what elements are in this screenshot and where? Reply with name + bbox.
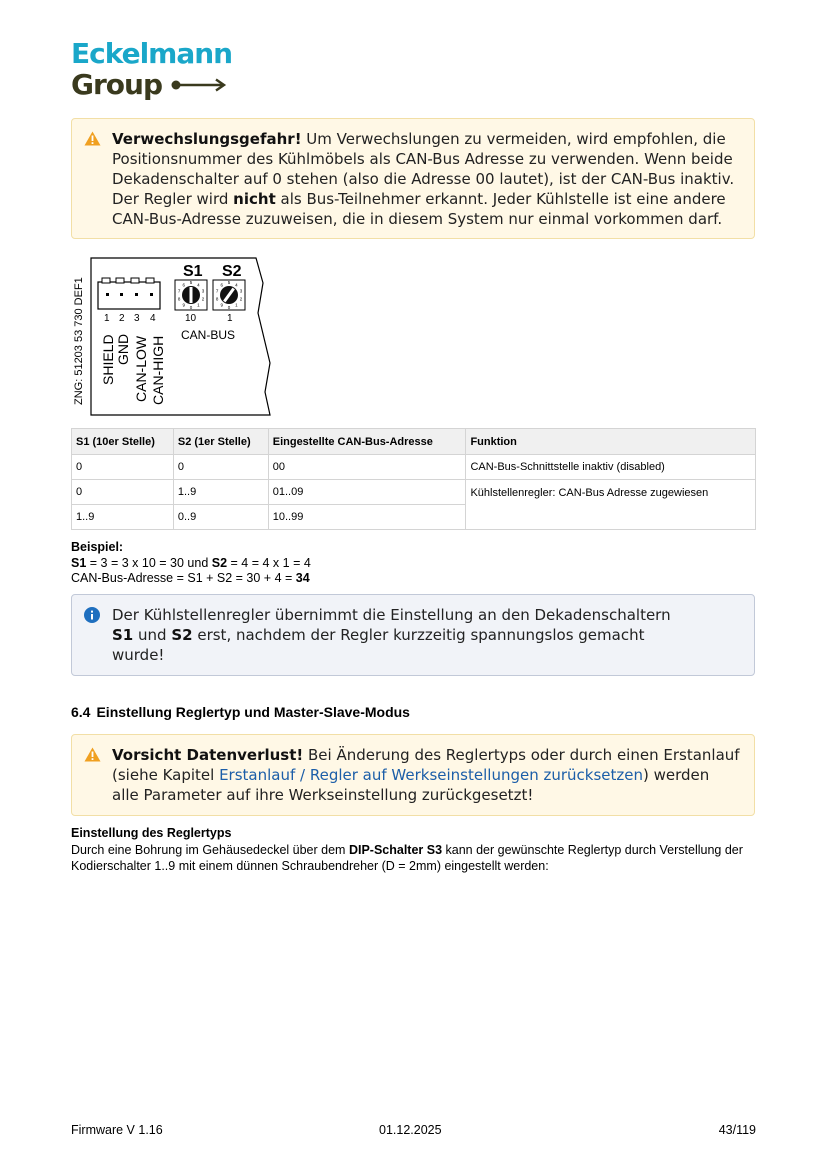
section-title: Einstellung Reglertyp und Master-Slave-Modus [96, 704, 410, 720]
example-result: 34 [295, 571, 310, 585]
info-text-part: erst, nachdem der Regler kurzzeitig spannungslos gemacht wurde! [112, 626, 645, 664]
can-bus-label: CAN-BUS [181, 328, 236, 342]
info-s1: S1 [112, 626, 134, 644]
table-cell: CAN-Bus-Schnittstelle inaktiv (disabled) [466, 455, 756, 480]
info-callout-text [112, 605, 740, 665]
table-cell: 10..99 [268, 505, 466, 530]
can-address-table [71, 428, 756, 530]
dial-digit: 3 [239, 288, 243, 294]
warning-bold-nicht: nicht [233, 190, 276, 208]
example-block [71, 540, 311, 587]
example-text: = 4 = 4 x 1 = 4 [227, 555, 311, 570]
dial-digit: 7 [215, 288, 219, 294]
table-header: Eingestellte CAN-Bus-Adresse [268, 429, 466, 455]
terminal-block [98, 278, 160, 309]
footer-firmware: Firmware V 1.16 [71, 1123, 163, 1137]
dial-digit: 2 [239, 296, 243, 302]
dial-digit: 7 [177, 288, 181, 294]
warning-callout-text [112, 129, 740, 229]
table-header: Funktion [466, 429, 756, 455]
company-logo [71, 38, 232, 100]
dial-digit: 6 [220, 282, 224, 288]
dip-switch-s3: DIP-Schalter S3 [348, 843, 443, 857]
warning-triangle-icon [84, 131, 101, 146]
example-title: Beispiel: [71, 540, 124, 554]
table-header: S2 (1er Stelle) [173, 429, 268, 455]
logo-text-eckelmann: Eckelmann [71, 37, 233, 70]
warning-title: Vorsicht Datenverlust! [112, 746, 304, 764]
section-number: 6.4 [71, 704, 91, 720]
switch-value-s2: 1 [227, 313, 233, 324]
drawing-number: ZNG: 51203 53 730 DEF1 [73, 277, 85, 405]
reglertyp-paragraph [71, 842, 761, 874]
dial-digit: 9 [182, 302, 186, 308]
table-cell: 00 [268, 455, 466, 480]
table-row [72, 455, 756, 480]
warning-text-part: als Bus-Teilnehmer erkannt. Jeder Kühlstelle ist eine andere CAN-Bus-Adresse zuzuweisen, die in diesem System nur einmal vorkommen darf. [112, 190, 726, 228]
footer-date: 01.12.2025 [379, 1123, 442, 1137]
warning-title: Verwechslungsgefahr! [112, 130, 302, 148]
table-cell: 0 [72, 455, 174, 480]
table-header: S1 (10er Stelle) [72, 429, 174, 455]
warning-callout-text [112, 745, 740, 805]
example-s1: S1 [71, 555, 87, 570]
dial-digit: 0 [189, 305, 193, 311]
dial-digit: 2 [201, 296, 205, 302]
example-line-2 [71, 571, 311, 587]
para-text: Durch eine Bohrung im Gehäusedeckel über dem [71, 843, 349, 857]
table-cell: 0 [173, 455, 268, 480]
info-text-part: und [133, 626, 172, 644]
dial-digit: 8 [177, 296, 181, 302]
dial-digit: 4 [197, 282, 200, 288]
switch-value-s1: 10 [185, 313, 197, 324]
info-text-part: Der Kühlstellenregler übernimmt die Einstellung an den Dekadenschaltern [112, 606, 671, 624]
info-s2: S2 [171, 626, 193, 644]
chapter-link-erstanlauf[interactable]: Erstanlauf / Regler auf Werkseinstellungen zurücksetzen [219, 766, 644, 784]
pin-label-can-low: CAN-LOW [133, 335, 149, 402]
warning-callout-mixup [71, 118, 755, 239]
warning-callout-data-loss [71, 734, 755, 816]
pin-number-1: 1 [104, 313, 110, 324]
table-cell: Kühlstellenregler: CAN-Bus Adresse zugewiesen [466, 480, 756, 530]
example-text: CAN-Bus-Adresse = S1 + S2 = 30 + 4 = [71, 571, 296, 585]
dial-digit: 0 [227, 305, 231, 311]
dial-digit: 1 [197, 302, 200, 308]
dial-digit: 5 [227, 280, 231, 286]
table-cell: 1..9 [173, 480, 268, 505]
pin-number-4: 4 [150, 313, 156, 324]
pin-number-2: 2 [119, 313, 125, 324]
dial-digit: 6 [182, 282, 186, 288]
switch-label-s1: S1 [183, 263, 203, 280]
dial-digit: 1 [235, 302, 238, 308]
warning-text-part: Um Verwechslungen zu vermeiden, wird empfohlen, die Positionsnummer des Kühlmöbels als CAN-Bus Adresse zu verwenden. Wenn beide Dekadenschalter auf 0 stehen (also die Adresse 00 lautet), ist der CAN-Bus inaktiv. Der Regler wird [112, 130, 735, 208]
warning-text-part: ) werden alle Parameter auf ihre Werkseinstellung zurückgesetzt! [112, 766, 710, 804]
example-line-1 [71, 556, 311, 572]
table-cell: 0 [72, 480, 174, 505]
pin-label-gnd: GND [115, 333, 131, 365]
dial-digit: 9 [220, 302, 224, 308]
section-heading-6-4 [71, 704, 410, 720]
pin-label-shield: SHIELD [100, 334, 116, 385]
pin-number-3: 3 [134, 313, 140, 324]
example-s2: S2 [211, 555, 228, 570]
table-cell: 1..9 [72, 505, 174, 530]
dial-digit: 8 [215, 296, 219, 302]
table-cell: 01..09 [268, 480, 466, 505]
info-callout-power-cycle [71, 594, 755, 676]
footer-page-number: 43/119 [718, 1123, 756, 1137]
logo-arrow-icon [170, 78, 228, 92]
can-bus-connector-diagram [71, 255, 281, 420]
table-row [72, 480, 756, 505]
pin-label-can-high: CAN-HIGH [150, 335, 166, 405]
info-circle-icon [84, 607, 100, 623]
reglertyp-heading: Einstellung des Reglertyps [71, 826, 232, 840]
example-text: = 3 = 3 x 10 = 30 und [86, 555, 212, 570]
para-text: kann der gewünschte Reglertyp durch Verstellung der Kodierschalter 1..9 mit einem dünnen Schraubendreher (D = 2mm) eingestellt werden: [71, 843, 743, 873]
table-cell: 0..9 [173, 505, 268, 530]
dial-digit: 3 [201, 288, 205, 294]
logo-group-row [71, 70, 232, 100]
logo-text-group: Group [71, 68, 163, 101]
switch-label-s2: S2 [222, 263, 242, 280]
warning-triangle-icon [84, 747, 101, 762]
warning-text-part: Bei Änderung des Reglertyps oder durch einen Erstanlauf (siehe Kapitel [112, 746, 740, 784]
dial-digit: 4 [235, 282, 238, 288]
dial-digit: 5 [189, 280, 193, 286]
table-header-row [72, 429, 756, 455]
